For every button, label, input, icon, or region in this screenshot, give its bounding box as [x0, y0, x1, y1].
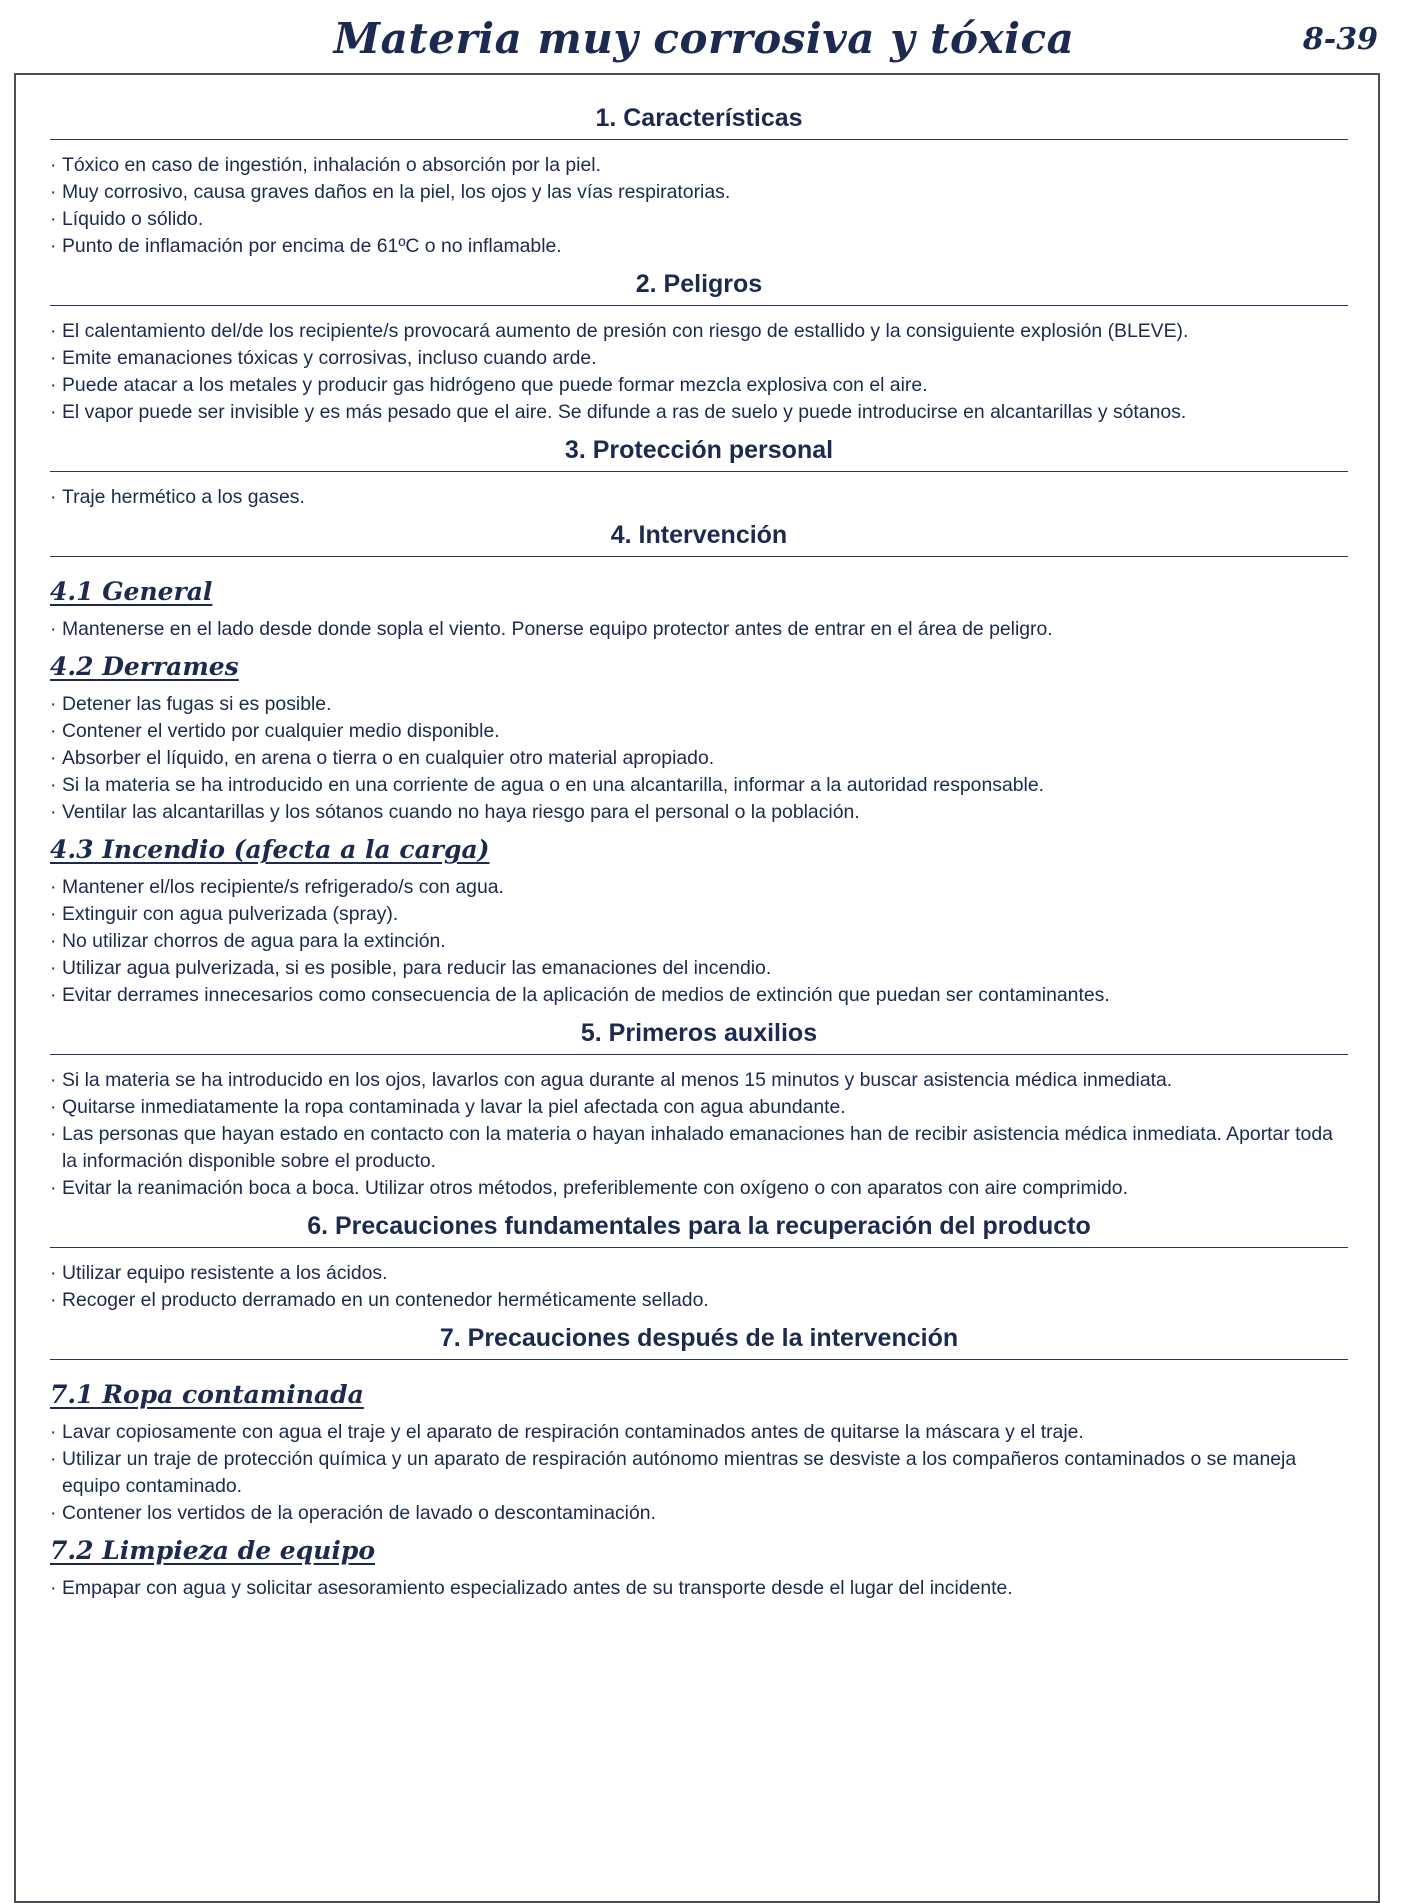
section-intervention: [50, 521, 1348, 1009]
page-number: 8-39: [1302, 22, 1378, 57]
list-item: · Utilizar un traje de protección química y un aparato de respiración autónomo mientras se desviste a los compañeros contaminados o se maneja equipo contaminado.: [50, 1446, 1348, 1500]
list-item: · Punto de inflamación por encima de 61ºC o no inflamable.: [50, 233, 1348, 260]
list-item: · Evitar la reanimación boca a boca. Utilizar otros métodos, preferiblemente con oxígeno o con aparatos con aire comprimido.: [50, 1175, 1348, 1202]
list-item: · Recoger el producto derramado en un contenedor herméticamente sellado.: [50, 1287, 1348, 1314]
section-hazards: [50, 270, 1348, 426]
document-body: [50, 104, 1348, 1602]
list-item: · No utilizar chorros de agua para la extinción.: [50, 928, 1348, 955]
list-item: · Utilizar agua pulverizada, si es posible, para reducir las emanaciones del incendio.: [50, 955, 1348, 982]
item-list: [50, 152, 1348, 260]
list-item: · Ventilar las alcantarillas y los sótanos cuando no haya riesgo para el personal o la población.: [50, 799, 1348, 826]
item-list: [50, 1575, 1348, 1602]
list-item: · Contener los vertidos de la operación de lavado o descontaminación.: [50, 1500, 1348, 1527]
list-item: · Detener las fugas si es posible.: [50, 691, 1348, 718]
list-item: · Si la materia se ha introducido en una corriente de agua o en una alcantarilla, informar a la autoridad responsable.: [50, 772, 1348, 799]
list-item: · Mantenerse en el lado desde donde sopla el viento. Ponerse equipo protector antes de entrar en el área de peligro.: [50, 616, 1348, 643]
section-title: 6. Precauciones fundamentales para la recuperación del producto: [50, 1212, 1348, 1248]
list-item: · Emite emanaciones tóxicas y corrosivas, incluso cuando arde.: [50, 345, 1348, 372]
list-item: · Las personas que hayan estado en contacto con la materia o hayan inhalado emanaciones han de recibir asistencia médica inmediata. Aportar toda la información disponible sobre el producto.: [50, 1121, 1348, 1175]
section-title: 1. Características: [50, 104, 1348, 140]
list-item: · Quitarse inmediatamente la ropa contaminada y lavar la piel afectada con agua abundante.: [50, 1094, 1348, 1121]
item-list: [50, 484, 1348, 511]
item-list: [50, 874, 1348, 1009]
list-item: · Contener el vertido por cualquier medio disponible.: [50, 718, 1348, 745]
list-item: · Líquido o sólido.: [50, 206, 1348, 233]
section-first-aid: [50, 1019, 1348, 1202]
section-title: 4. Intervención: [50, 521, 1348, 557]
list-item: · Tóxico en caso de ingestión, inhalación o absorción por la piel.: [50, 152, 1348, 179]
item-list: [50, 318, 1348, 426]
subsection-title: 4.2 Derrames: [50, 652, 239, 681]
section-title: 2. Peligros: [50, 270, 1348, 306]
item-list: [50, 1260, 1348, 1314]
section-title: 5. Primeros auxilios: [50, 1019, 1348, 1055]
section-product-recovery: [50, 1212, 1348, 1314]
list-item: · Muy corrosivo, causa graves daños en la piel, los ojos y las vías respiratorias.: [50, 179, 1348, 206]
list-item: · Traje hermético a los gases.: [50, 484, 1348, 511]
list-item: · El vapor puede ser invisible y es más pesado que el aire. Se difunde a ras de suelo y puede introducirse en alcantarillas y sótanos.: [50, 399, 1348, 426]
item-list: [50, 1419, 1348, 1527]
section-characteristics: [50, 104, 1348, 260]
list-item: · Mantener el/los recipiente/s refrigerado/s con agua.: [50, 874, 1348, 901]
section-post-intervention: [50, 1324, 1348, 1602]
list-item: · Lavar copiosamente con agua el traje y el aparato de respiración contaminados antes de quitarse la máscara y el traje.: [50, 1419, 1348, 1446]
list-item: · Si la materia se ha introducido en los ojos, lavarlos con agua durante al menos 15 minutos y buscar asistencia médica inmediata.: [50, 1067, 1348, 1094]
list-item: · Absorber el líquido, en arena o tierra o en cualquier otro material apropiado.: [50, 745, 1348, 772]
subsection-title: 4.1 General: [50, 577, 213, 606]
list-item: · Empapar con agua y solicitar asesoramiento especializado antes de su transporte desde el lugar del incidente.: [50, 1575, 1348, 1602]
item-list: [50, 616, 1348, 643]
section-title: 3. Protección personal: [50, 436, 1348, 472]
page-title: Materia muy corrosiva y tóxica: [333, 14, 1075, 63]
section-title: 7. Precauciones después de la intervención: [50, 1324, 1348, 1360]
section-personal-protection: [50, 436, 1348, 511]
page-header: [0, 14, 1408, 66]
subsection-title: 7.2 Limpieza de equipo: [50, 1536, 376, 1565]
subsection-title: 7.1 Ropa contaminada: [50, 1380, 364, 1409]
subsection-title: 4.3 Incendio (afecta a la carga): [50, 835, 490, 864]
list-item: · Evitar derrames innecesarios como consecuencia de la aplicación de medios de extinción que puedan ser contaminantes.: [50, 982, 1348, 1009]
item-list: [50, 1067, 1348, 1202]
item-list: [50, 691, 1348, 826]
list-item: · Puede atacar a los metales y producir gas hidrógeno que puede formar mezcla explosiva con el aire.: [50, 372, 1348, 399]
list-item: · El calentamiento del/de los recipiente/s provocará aumento de presión con riesgo de estallido y la consiguiente explosión (BLEVE).: [50, 318, 1348, 345]
list-item: · Utilizar equipo resistente a los ácidos.: [50, 1260, 1348, 1287]
list-item: · Extinguir con agua pulverizada (spray).: [50, 901, 1348, 928]
